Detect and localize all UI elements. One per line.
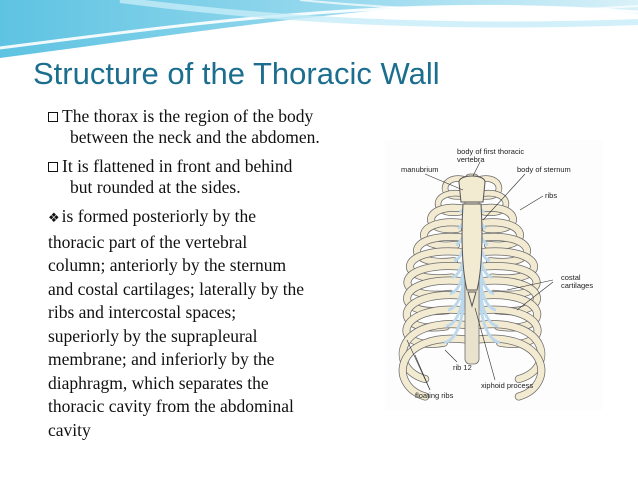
square-bullet-icon [48,112,58,122]
subbullet-line: ribs and intercostal spaces; [48,302,237,322]
manubrium [459,176,485,202]
subbullet-line: cavity [48,419,91,440]
subbullet-line: membrane; and inferiorly by the [48,349,275,369]
bullet-thorax-region [48,106,320,148]
label-cartilages: cartilages [561,281,594,290]
sternum-body [462,204,482,290]
label-vertebra: vertebra [457,155,485,164]
label-body-of-sternum: body of sternum [517,165,571,174]
subbullet-line: thoracic cavity from the abdominal [48,396,294,416]
subbullet-line: and costal cartilages; laterally by the [48,278,305,299]
label-costal: costal [561,273,581,282]
diamond-bullet-icon: ❖ [48,211,60,226]
subbullet-line: column; anteriorly by the sternum [48,255,287,275]
label-ribs: ribs [545,191,558,200]
bullet-text-line: between the neck and the abdomen. [70,127,320,147]
slide-title: Structure of the Thoracic Wall [33,56,440,91]
subbullet-line: thoracic part of the vertebral [48,231,248,252]
label-manubrium: manubrium [401,165,439,174]
bullet-text-line: The thorax is the region of the body [62,106,314,126]
bullet-text-line: but rounded at the sides. [70,177,241,197]
label-body-first-thoracic-vertebra: body of first thoracic [457,147,525,156]
label-floating-ribs: floating ribs [415,391,454,400]
square-bullet-icon [48,162,58,172]
subbullet-thoracic-wall-composition [48,205,386,442]
subbullet-line: superiorly by the suprapleural [48,325,258,346]
label-rib-12: rib 12 [453,363,472,372]
subbullet-line: diaphragm, which separates the [48,372,269,393]
thoracic-cage-illustration [385,140,603,410]
subbullet-line: is formed posteriorly by the [61,206,257,226]
label-xiphoid-process: xiphoid process [481,381,534,390]
bullet-thorax-shape [48,156,292,198]
bullet-text-line: It is flattened in front and behind [62,156,293,176]
